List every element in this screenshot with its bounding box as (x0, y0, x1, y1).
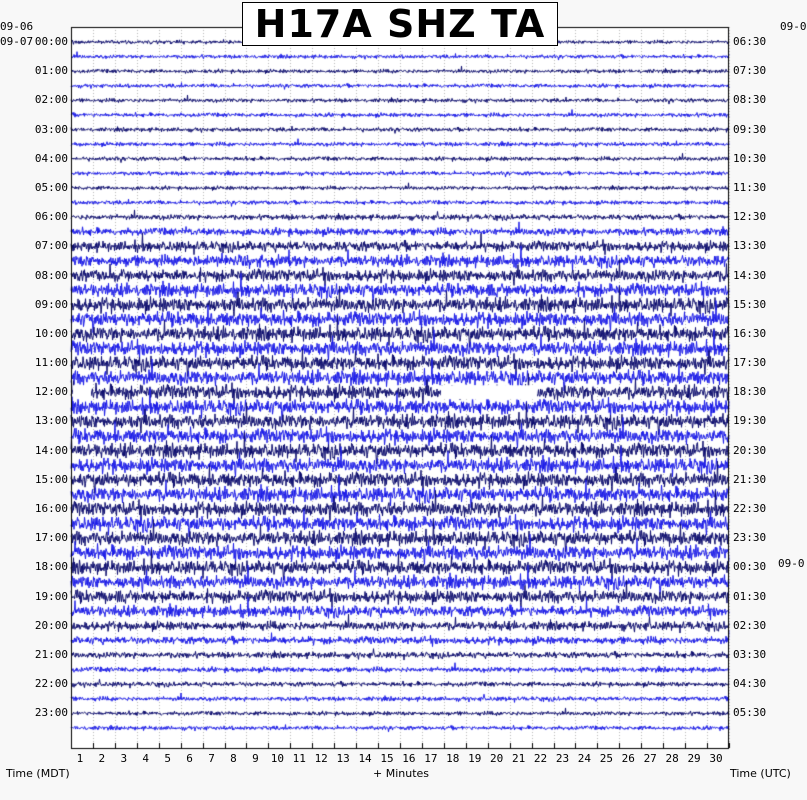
row-label-left: 21:00 (34, 648, 68, 662)
x-tick-label: 15 (380, 752, 394, 765)
row-label-right: 20:30 (733, 443, 767, 457)
x-tick-label: 19 (468, 752, 482, 765)
date-label-right-top: 09-0 (780, 20, 807, 33)
x-tick-label: 13 (336, 752, 350, 765)
date-label-left-top: 09-06 (0, 20, 34, 33)
row-label-right: 22:30 (733, 502, 767, 516)
y-axis-left-label: Time (MDT) (6, 767, 70, 780)
x-tick-label: 4 (142, 752, 150, 765)
row-label-right: 05:30 (733, 706, 767, 720)
chart-title-box (242, 2, 558, 46)
row-label-left: 02:00 (34, 93, 68, 107)
row-label-right: 07:30 (733, 64, 767, 78)
x-tick-label: 18 (446, 752, 460, 765)
row-label-right: 14:30 (733, 268, 767, 282)
row-label-right: 18:30 (733, 385, 767, 399)
row-label-right: 11:30 (733, 180, 767, 194)
row-label-right: 23:30 (733, 531, 767, 545)
chart-title: H17A SHZ TA (254, 2, 546, 46)
row-label-right: 13:30 (733, 239, 767, 253)
row-label-left: 11:00 (34, 356, 68, 370)
x-tick-label: 16 (402, 752, 416, 765)
row-label-left: 06:00 (34, 210, 68, 224)
row-label-left: 13:00 (34, 414, 68, 428)
row-label-right: 12:30 (733, 210, 767, 224)
row-label-right: 19:30 (733, 414, 767, 428)
date-label-left: 09-07 (0, 35, 34, 48)
x-tick-label: 29 (687, 752, 701, 765)
row-label-left: 12:00 (34, 385, 68, 399)
row-label-left: 14:00 (34, 443, 68, 457)
date-label-right-lower: 09-0 (778, 557, 805, 570)
row-label-left: 19:00 (34, 589, 68, 603)
x-tick-label: 6 (186, 752, 193, 765)
x-tick-label: 11 (292, 752, 306, 765)
row-label-right: 10:30 (733, 151, 767, 165)
row-label-right: 09:30 (733, 122, 767, 136)
row-label-left: 08:00 (34, 268, 68, 282)
x-tick-label: 2 (98, 752, 106, 765)
row-label-left: 17:00 (34, 531, 68, 545)
row-label-left: 18:00 (34, 560, 68, 574)
row-label-left: 15:00 (34, 472, 68, 486)
x-tick-label: 22 (533, 752, 548, 765)
x-tick-label: 30 (709, 752, 723, 765)
row-label-left: 16:00 (34, 502, 68, 516)
row-label-right: 17:30 (733, 356, 767, 370)
x-tick-label: 8 (230, 752, 237, 765)
row-label-right: 01:30 (733, 589, 767, 603)
x-tick-label: 21 (511, 752, 526, 765)
x-tick-label: 12 (314, 752, 328, 765)
x-tick-label: 3 (120, 752, 128, 765)
x-tick-label: 1 (76, 752, 84, 765)
y-axis-right-label: Time (UTC) (730, 767, 791, 780)
row-label-left: 23:00 (34, 706, 68, 720)
row-label-left: 00:00 (34, 35, 68, 48)
row-label-right: 00:30 (733, 560, 767, 574)
x-tick-label: 28 (665, 752, 679, 765)
x-tick-label: 7 (208, 752, 215, 765)
row-label-left: 09:00 (34, 297, 68, 311)
row-label-left: 03:00 (34, 122, 68, 136)
row-label-right: 03:30 (733, 648, 767, 662)
x-axis-label: + Minutes (373, 767, 430, 780)
row-label-left: 20:00 (34, 618, 68, 632)
x-tick-label: 10 (270, 752, 284, 765)
x-tick-label: 14 (358, 752, 372, 765)
row-label-left: 04:00 (34, 151, 68, 165)
row-label-right: 02:30 (733, 618, 767, 632)
row-label-left: 07:00 (34, 239, 68, 253)
x-tick-label: 23 (555, 752, 570, 765)
row-label-left: 05:00 (34, 180, 68, 194)
row-label-left: 01:00 (34, 64, 68, 78)
row-label-left: 22:00 (34, 677, 68, 691)
x-tick-label: 27 (643, 752, 657, 765)
row-label-right: 15:30 (733, 297, 767, 311)
row-label-right: 21:30 (733, 472, 767, 486)
x-tick-label: 25 (599, 752, 613, 765)
row-label-right: 08:30 (733, 93, 767, 107)
x-tick-label: 24 (577, 752, 592, 765)
row-label-right: 16:30 (733, 326, 767, 340)
x-tick-label: 20 (490, 752, 504, 765)
x-tick-label: 26 (621, 752, 635, 765)
x-tick-label: 5 (164, 752, 171, 765)
row-label-left: 10:00 (34, 326, 68, 340)
x-tick-label: 9 (252, 752, 259, 765)
row-label-right: 04:30 (733, 677, 767, 691)
row-label-right: 06:30 (733, 35, 767, 48)
x-tick-label: 17 (424, 752, 438, 765)
